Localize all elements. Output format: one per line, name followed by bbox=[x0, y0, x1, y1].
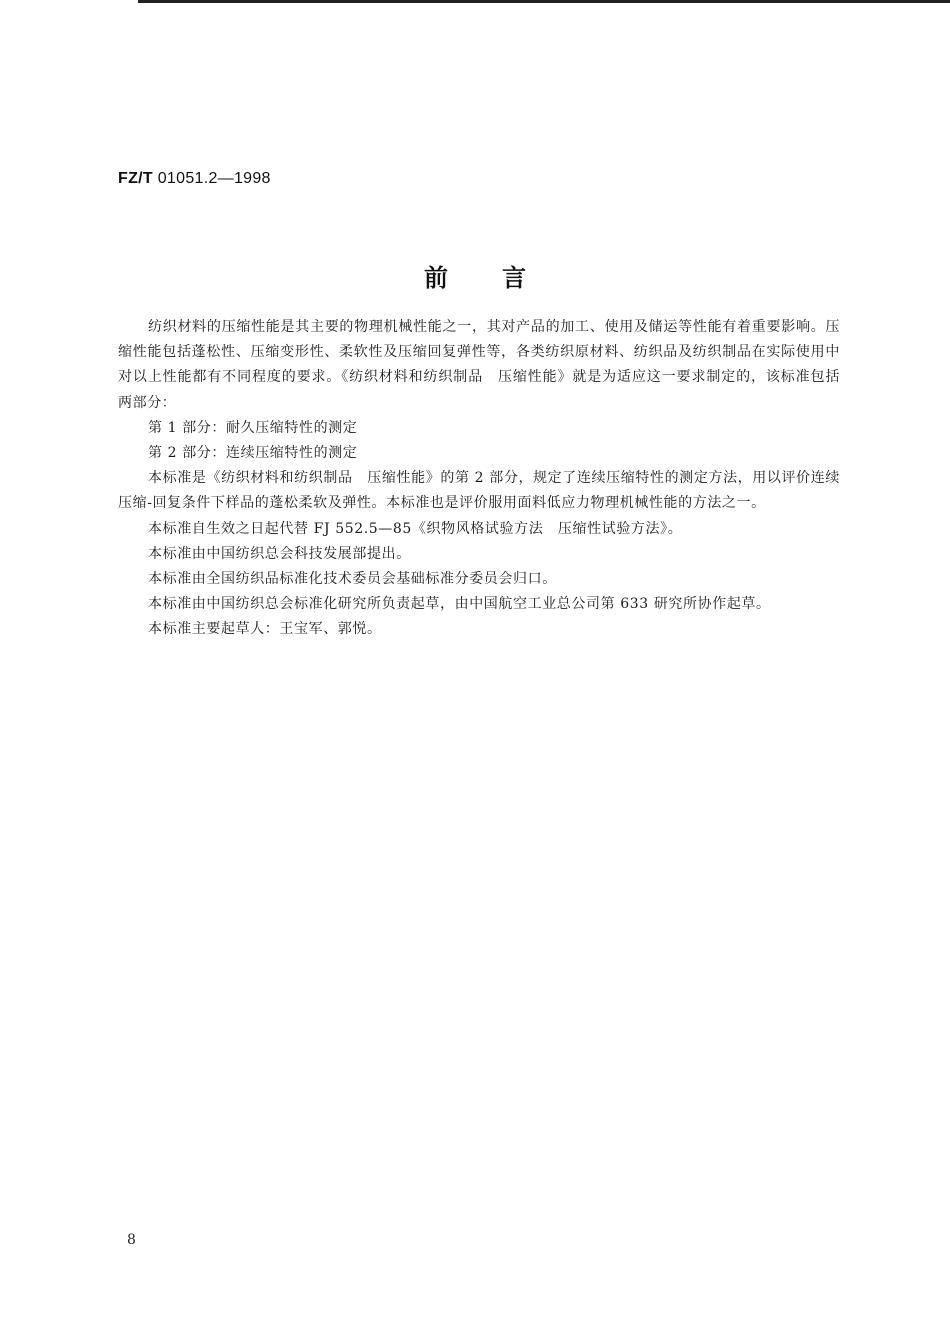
standard-number: 01051.2—1998 bbox=[157, 170, 271, 187]
standard-code bbox=[118, 170, 271, 188]
paragraph-proposed-by: 本标准由中国纺织总会科技发展部提出。 bbox=[148, 545, 411, 562]
paragraph-drafters: 本标准主要起草人：王宝军、郭悦。 bbox=[148, 621, 382, 638]
paragraph-intro: 纺织材料的压缩性能是其主要的物理机械性能之一，其对产品的加工、使用及储运等性能有着重要影响。压缩性能包括蓬松性、压缩变形性、柔软性及压缩回复弹性等，各类纺织原材料、纺织品及纺织制品在实际使用中对以上性能都有不同程度的要求。《纺织材料和纺织制品 压缩性能》就是为适应这一要求制定的，该标准包括两部分： bbox=[118, 319, 840, 411]
paragraph-scope: 本标准是《纺织材料和纺织制品 压缩性能》的第 2 部分，规定了连续压缩特性的测定方法，用以评价连续压缩-回复条件下样品的蓬松柔软及弹性。本标准也是评价服用面料低应力物理机械性能的方法之一。 bbox=[118, 470, 840, 512]
page-number: 8 bbox=[127, 1232, 136, 1248]
paragraph-centralized-by: 本标准由全国纺织品标准化技术委员会基础标准分委员会归口。 bbox=[148, 571, 557, 588]
top-rule bbox=[138, 0, 950, 3]
standard-prefix: FZ/T bbox=[118, 170, 153, 187]
paragraph-drafted-by: 本标准由中国纺织总会标准化研究所负责起草，由中国航空工业总公司第 633 研究所协作起草。 bbox=[148, 596, 771, 613]
paragraph-part-2: 第 2 部分：连续压缩特性的测定 bbox=[148, 445, 358, 462]
foreword-body bbox=[118, 315, 840, 643]
page-title: 前言 bbox=[424, 264, 580, 292]
paragraph-replaces: 本标准自生效之日起代替 FJ 552.5—85《织物风格试验方法 压缩性试验方法》。 bbox=[148, 520, 683, 537]
paragraph-part-1: 第 1 部分：耐久压缩特性的测定 bbox=[148, 419, 358, 436]
